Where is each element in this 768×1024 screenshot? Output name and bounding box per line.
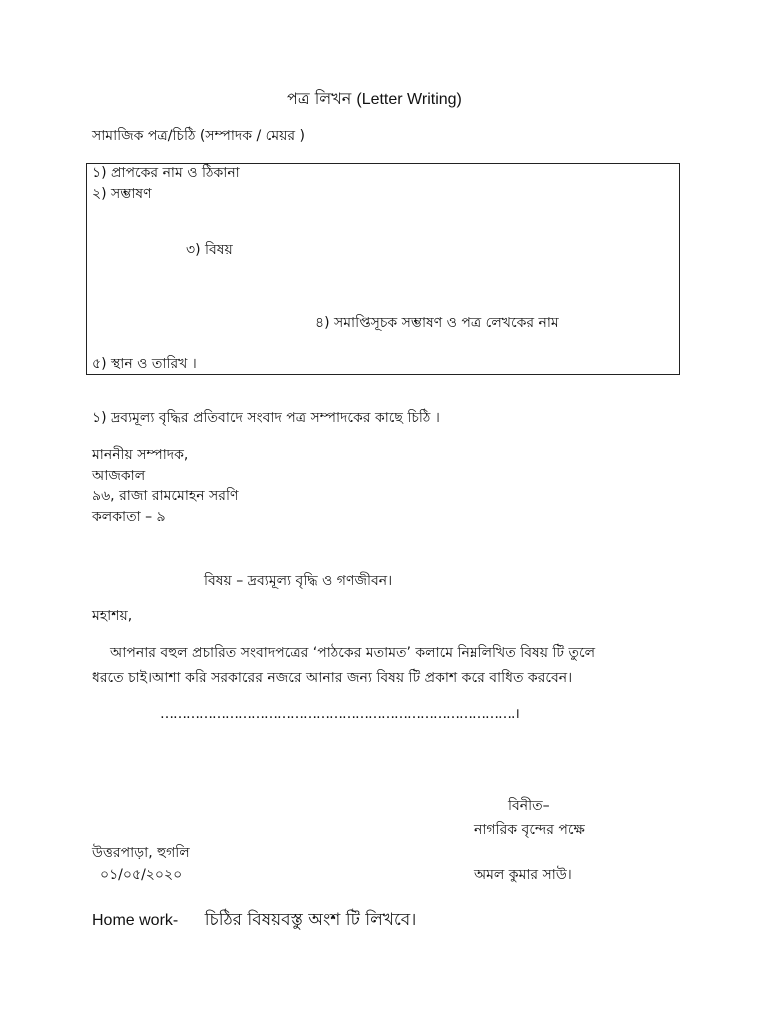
title-bengali: পত্র লিখন (287, 89, 352, 108)
recipient-line-3: ৯৬, রাজা রামমোহন সরণি (92, 488, 239, 504)
structure-item-subject: ৩) বিষয় (186, 242, 233, 258)
homework-text: চিঠির বিষয়বস্তু অংশ টি লিখবে। (204, 910, 417, 930)
letter-salutation: মহাশয়, (92, 608, 133, 624)
structure-item-salutation: ২) সম্ভাষণ (92, 186, 152, 202)
letter-place: উত্তরপাড়া, হুগলি (92, 845, 190, 861)
letter-body-line-1: আপনার বহুল প্রচারিত সংবাদপত্রের ‘পাঠকের মতামত’ কলামে নিম্নলিখিত বিষয় টি তুলে (110, 645, 596, 661)
letter-date: ০১/০৫/২০২০ (100, 867, 183, 883)
structure-item-closing: ৪) সমাপ্তিসূচক সম্ভাষণ ও পত্র লেখকের নাম (315, 315, 559, 331)
letter-ellipsis: ……………………………………………………………………….। (160, 706, 519, 722)
letter-subject: বিষয় – দ্রব্যমূল্য বৃদ্ধি ও গণজীবন। (204, 573, 393, 589)
letter-type-line: সামাজিক পত্র/চিঠি (সম্পাদক / মেয়র ) (92, 128, 305, 144)
example-title: ১) দ্রব্যমূল্য বৃদ্ধির প্রতিবাদে সংবাদ পত্র সম্পাদকের কাছে চিঠি । (92, 410, 440, 426)
homework-line (92, 911, 416, 930)
recipient-line-4: কলকাতা – ৯ (92, 509, 166, 525)
letter-signer: অমল কুমার সাউ। (474, 867, 572, 883)
letter-closing: বিনীত– (508, 798, 550, 814)
title-english: (Letter Writing) (356, 91, 462, 108)
structure-item-place-date: ৫) স্থান ও তারিখ । (92, 356, 197, 372)
structure-item-recipient: ১) প্রাপকের নাম ও ঠিকানা (92, 165, 240, 181)
letter-body (92, 641, 662, 691)
letter-on-behalf: নাগরিক বৃন্দের পক্ষে (474, 822, 585, 838)
recipient-line-1: মাননীয় সম্পাদক, (92, 447, 189, 463)
recipient-line-2: আজকাল (92, 468, 146, 484)
page-title (287, 90, 462, 109)
letter-structure-box (86, 163, 680, 375)
letter-body-line-2: ধরতে চাই।আশা করি সরকারের নজরে আনার জন্য বিষয় টি প্রকাশ করে বাধিত করবেন। (92, 670, 573, 686)
homework-label: Home work- (92, 912, 179, 929)
